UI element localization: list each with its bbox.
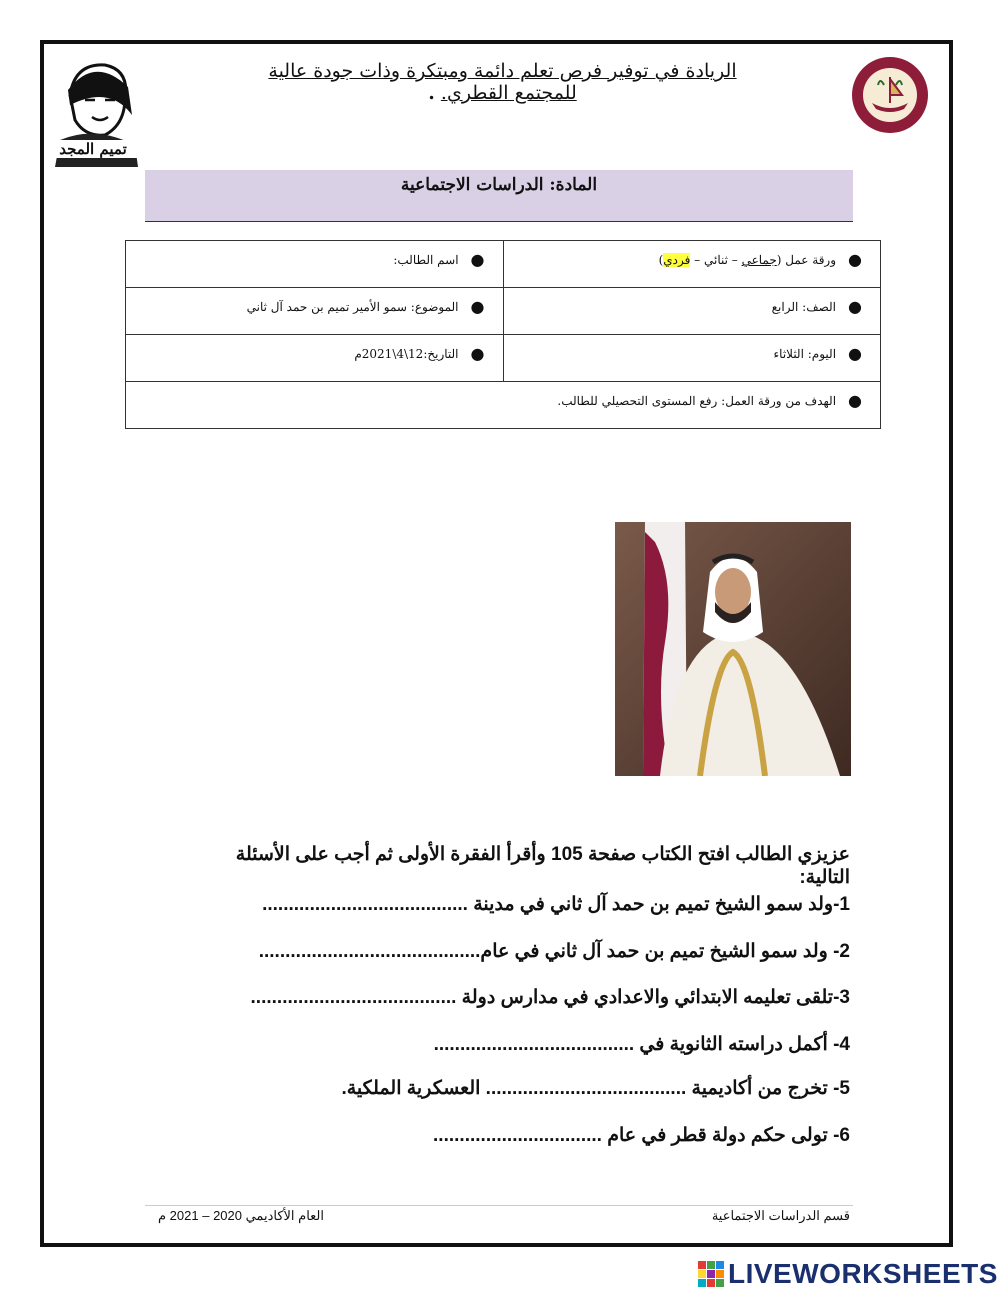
question-2[interactable]: 2- ولد سمو الشيخ تميم بن حمد آل ثاني في عام.......................................... (258, 941, 850, 962)
footer-academic-year: العام الأكاديمي 2020 – 2021 م (158, 1208, 324, 1223)
day-cell (503, 335, 881, 382)
grade-label: الصف: الرابع (771, 300, 837, 314)
emir-photo (615, 522, 851, 776)
vision-dot: . (428, 82, 435, 104)
date-label: التاريخ:12\4\2021م (354, 347, 459, 361)
worksheet-type-cell (503, 241, 881, 288)
question-6[interactable]: 6- تولى حكم دولة قطر في عام ................................ (433, 1125, 850, 1146)
bullet-icon: ● (470, 344, 485, 363)
question-1[interactable]: 1-ولد سمو الشيخ تميم بن حمد آل ثاني في مدينة ....................................... (262, 894, 850, 915)
liveworksheets-logo-icon (698, 1261, 724, 1287)
liveworksheets-watermark (698, 1258, 998, 1290)
instructions: عزيزي الطالب افتح الكتاب صفحة 105 وأقرأ الفقرة الأولى ثم أجب على الأسئلة التالية: (235, 844, 850, 888)
footer-department: قسم الدراسات الاجتماعية (711, 1208, 850, 1223)
topic-label: الموضوع: سمو الأمير تميم بن حمد آل ثاني (246, 300, 459, 314)
info-table (125, 240, 881, 429)
bullet-icon: ● (848, 250, 862, 269)
goal-label: الهدف من ورقة العمل: رفع المستوى التحصيلي للطالب. (557, 394, 837, 408)
emir-sketch-caption: تميم المجد (48, 140, 138, 158)
grade-cell (503, 288, 881, 335)
worksheet-type: ورقة عمل (جماعي – ثنائي – فردي) (658, 253, 837, 267)
bullet-icon: ● (470, 297, 485, 316)
bullet-icon: ● (470, 250, 485, 269)
ministry-logo (850, 55, 930, 135)
student-name-label: اسم الطالب: (393, 253, 459, 267)
student-name-cell[interactable] (126, 241, 504, 288)
liveworksheets-text: LIVEWORKSHEETS (728, 1258, 998, 1289)
vision-text: الريادة في توفير فرص تعلم دائمة ومبتكرة وذات جودة عالية للمجتمع القطري. (268, 60, 737, 104)
day-label: اليوم: الثلاثاء (773, 347, 837, 361)
question-3[interactable]: 3-تلقى تعليمه الابتدائي والاعدادي في مدارس دولة ....................................... (250, 987, 850, 1008)
question-5[interactable]: 5- تخرج من أكاديمية ...................................... العسكرية الملكية. (341, 1078, 850, 1099)
bullet-icon: ● (848, 297, 862, 316)
bullet-icon: ● (848, 391, 862, 410)
subject-banner: المادة: الدراسات الاجتماعية (145, 170, 853, 222)
bullet-icon: ● (848, 344, 862, 363)
vision-statement (235, 60, 770, 104)
date-cell (126, 335, 504, 382)
question-4[interactable]: 4- أكمل دراسته الثانوية في ...................................... (433, 1034, 850, 1055)
topic-cell (126, 288, 504, 335)
footer-divider (145, 1205, 853, 1206)
goal-cell (126, 382, 881, 429)
